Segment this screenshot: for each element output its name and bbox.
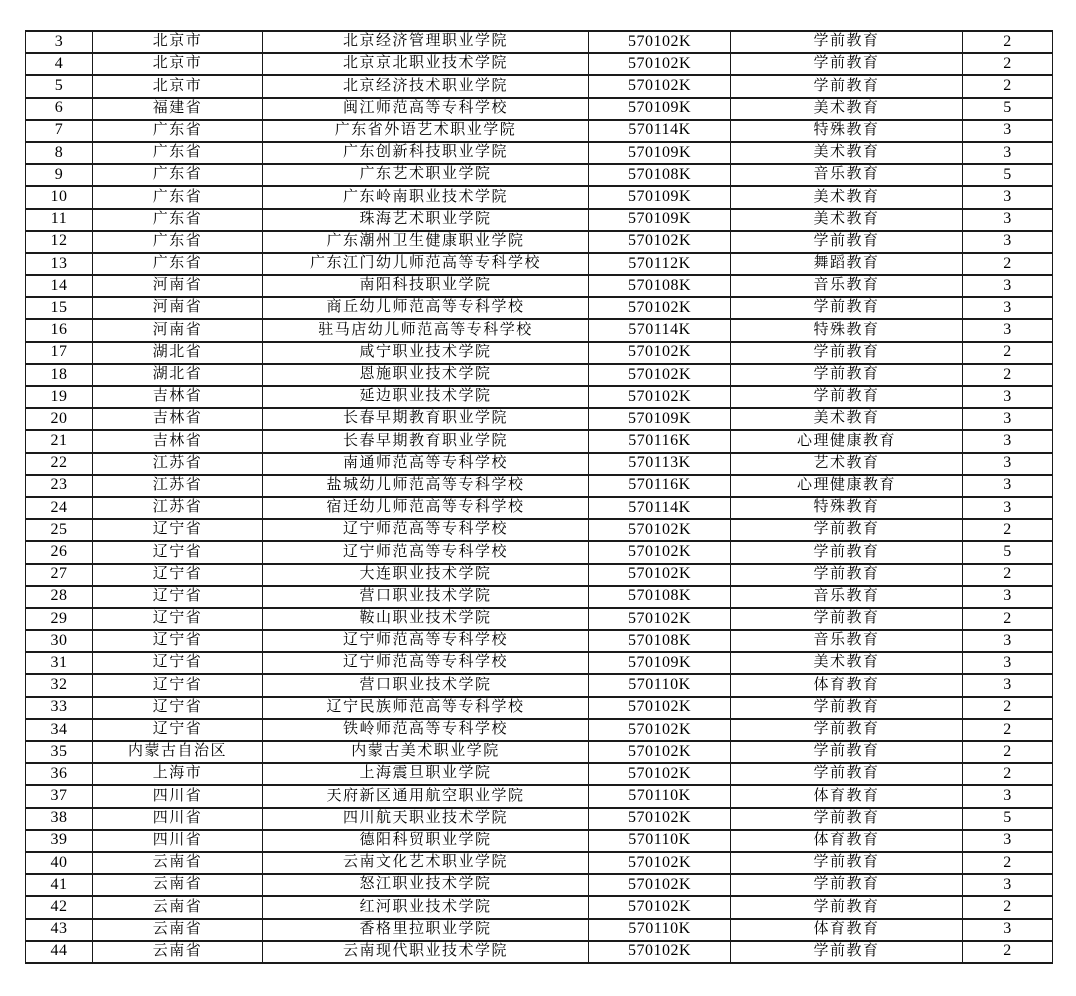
- table-row: [26, 630, 1053, 652]
- major-name-cell: 体育教育: [731, 785, 963, 807]
- table-row: [26, 297, 1053, 319]
- province-cell: 辽宁省: [93, 608, 263, 630]
- major-name-cell: 美术教育: [731, 98, 963, 120]
- row-number-cell: 35: [26, 741, 93, 763]
- major-code-cell: 570102K: [589, 564, 731, 586]
- school-name-cell: 广东创新科技职业学院: [263, 142, 589, 164]
- table-row: [26, 763, 1053, 785]
- table-row: [26, 497, 1053, 519]
- table-row: [26, 852, 1053, 874]
- row-number-cell: 6: [26, 98, 93, 120]
- major-name-cell: 音乐教育: [731, 586, 963, 608]
- row-number-cell: 12: [26, 231, 93, 253]
- major-name-cell: 体育教育: [731, 919, 963, 941]
- major-code-cell: 570102K: [589, 874, 731, 896]
- count-cell: 3: [963, 386, 1053, 408]
- table-row: [26, 941, 1053, 963]
- major-name-cell: 音乐教育: [731, 275, 963, 297]
- province-cell: 广东省: [93, 164, 263, 186]
- table-row: [26, 475, 1053, 497]
- major-name-cell: 学前教育: [731, 364, 963, 386]
- major-code-cell: 570102K: [589, 519, 731, 541]
- major-name-cell: 学前教育: [731, 719, 963, 741]
- school-name-cell: 广东潮州卫生健康职业学院: [263, 231, 589, 253]
- count-cell: 2: [963, 342, 1053, 364]
- count-cell: 3: [963, 919, 1053, 941]
- row-number-cell: 39: [26, 830, 93, 852]
- school-name-cell: 长春早期教育职业学院: [263, 430, 589, 452]
- school-name-cell: 四川航天职业技术学院: [263, 808, 589, 830]
- table-row: [26, 275, 1053, 297]
- major-name-cell: 音乐教育: [731, 630, 963, 652]
- row-number-cell: 31: [26, 652, 93, 674]
- school-name-cell: 营口职业技术学院: [263, 586, 589, 608]
- row-number-cell: 5: [26, 75, 93, 97]
- school-name-cell: 云南文化艺术职业学院: [263, 852, 589, 874]
- school-name-cell: 大连职业技术学院: [263, 564, 589, 586]
- table-row: [26, 186, 1053, 208]
- major-name-cell: 学前教育: [731, 697, 963, 719]
- province-cell: 江苏省: [93, 497, 263, 519]
- table-row: [26, 120, 1053, 142]
- count-cell: 3: [963, 586, 1053, 608]
- count-cell: 3: [963, 652, 1053, 674]
- major-name-cell: 学前教育: [731, 297, 963, 319]
- province-cell: 辽宁省: [93, 674, 263, 696]
- major-code-cell: 570110K: [589, 674, 731, 696]
- count-cell: 3: [963, 475, 1053, 497]
- major-name-cell: 学前教育: [731, 608, 963, 630]
- major-name-cell: 学前教育: [731, 541, 963, 563]
- major-code-cell: 570114K: [589, 319, 731, 341]
- major-code-cell: 570102K: [589, 808, 731, 830]
- school-name-cell: 广东江门幼儿师范高等专科学校: [263, 253, 589, 275]
- row-number-cell: 9: [26, 164, 93, 186]
- school-name-cell: 盐城幼儿师范高等专科学校: [263, 475, 589, 497]
- row-number-cell: 30: [26, 630, 93, 652]
- major-name-cell: 体育教育: [731, 674, 963, 696]
- table-row: [26, 142, 1053, 164]
- table-row: [26, 896, 1053, 918]
- major-code-cell: 570102K: [589, 342, 731, 364]
- row-number-cell: 34: [26, 719, 93, 741]
- table-row: [26, 674, 1053, 696]
- table-row: [26, 652, 1053, 674]
- major-code-cell: 570114K: [589, 120, 731, 142]
- major-name-cell: 学前教育: [731, 896, 963, 918]
- table-row: [26, 209, 1053, 231]
- table-row: [26, 874, 1053, 896]
- province-cell: 辽宁省: [93, 652, 263, 674]
- province-cell: 湖北省: [93, 364, 263, 386]
- row-number-cell: 10: [26, 186, 93, 208]
- major-code-cell: 570108K: [589, 275, 731, 297]
- major-name-cell: 美术教育: [731, 408, 963, 430]
- province-cell: 江苏省: [93, 453, 263, 475]
- count-cell: 3: [963, 674, 1053, 696]
- major-name-cell: 学前教育: [731, 75, 963, 97]
- major-name-cell: 学前教育: [731, 763, 963, 785]
- province-cell: 辽宁省: [93, 586, 263, 608]
- count-cell: 2: [963, 253, 1053, 275]
- major-code-cell: 570102K: [589, 741, 731, 763]
- row-number-cell: 7: [26, 120, 93, 142]
- school-name-cell: 红河职业技术学院: [263, 896, 589, 918]
- major-name-cell: 特殊教育: [731, 497, 963, 519]
- count-cell: 3: [963, 830, 1053, 852]
- row-number-cell: 32: [26, 674, 93, 696]
- school-name-cell: 辽宁师范高等专科学校: [263, 630, 589, 652]
- major-name-cell: 学前教育: [731, 741, 963, 763]
- province-cell: 云南省: [93, 941, 263, 963]
- major-code-cell: 570116K: [589, 475, 731, 497]
- table-row: [26, 808, 1053, 830]
- province-cell: 广东省: [93, 209, 263, 231]
- table-row: [26, 430, 1053, 452]
- school-name-cell: 云南现代职业技术学院: [263, 941, 589, 963]
- major-code-cell: 570110K: [589, 919, 731, 941]
- major-name-cell: 学前教育: [731, 519, 963, 541]
- major-name-cell: 特殊教育: [731, 120, 963, 142]
- school-name-cell: 南通师范高等专科学校: [263, 453, 589, 475]
- school-name-cell: 宿迁幼儿师范高等专科学校: [263, 497, 589, 519]
- row-number-cell: 40: [26, 852, 93, 874]
- province-cell: 福建省: [93, 98, 263, 120]
- province-cell: 广东省: [93, 186, 263, 208]
- major-name-cell: 艺术教育: [731, 453, 963, 475]
- school-name-cell: 铁岭师范高等专科学校: [263, 719, 589, 741]
- major-name-cell: 体育教育: [731, 830, 963, 852]
- row-number-cell: 8: [26, 142, 93, 164]
- count-cell: 2: [963, 564, 1053, 586]
- major-name-cell: 美术教育: [731, 209, 963, 231]
- province-cell: 云南省: [93, 919, 263, 941]
- province-cell: 辽宁省: [93, 697, 263, 719]
- row-number-cell: 28: [26, 586, 93, 608]
- count-cell: 2: [963, 75, 1053, 97]
- major-name-cell: 心理健康教育: [731, 475, 963, 497]
- major-name-cell: 学前教育: [731, 231, 963, 253]
- count-cell: 3: [963, 430, 1053, 452]
- count-cell: 3: [963, 408, 1053, 430]
- school-name-cell: 长春早期教育职业学院: [263, 408, 589, 430]
- table-row: [26, 586, 1053, 608]
- province-cell: 江苏省: [93, 475, 263, 497]
- count-cell: 5: [963, 98, 1053, 120]
- table-row: [26, 453, 1053, 475]
- row-number-cell: 17: [26, 342, 93, 364]
- province-cell: 四川省: [93, 785, 263, 807]
- count-cell: 3: [963, 297, 1053, 319]
- school-name-cell: 广东岭南职业技术学院: [263, 186, 589, 208]
- major-code-cell: 570112K: [589, 253, 731, 275]
- row-number-cell: 29: [26, 608, 93, 630]
- count-cell: 2: [963, 741, 1053, 763]
- province-cell: 吉林省: [93, 408, 263, 430]
- major-code-cell: 570102K: [589, 608, 731, 630]
- count-cell: 5: [963, 541, 1053, 563]
- table-row: [26, 386, 1053, 408]
- table-row: [26, 253, 1053, 275]
- row-number-cell: 16: [26, 319, 93, 341]
- major-name-cell: 学前教育: [731, 386, 963, 408]
- count-cell: 2: [963, 941, 1053, 963]
- major-name-cell: 学前教育: [731, 53, 963, 75]
- major-code-cell: 570102K: [589, 719, 731, 741]
- row-number-cell: 25: [26, 519, 93, 541]
- table-row: [26, 319, 1053, 341]
- major-name-cell: 音乐教育: [731, 164, 963, 186]
- province-cell: 河南省: [93, 319, 263, 341]
- province-cell: 北京市: [93, 53, 263, 75]
- major-name-cell: 学前教育: [731, 808, 963, 830]
- table-row: [26, 608, 1053, 630]
- province-cell: 四川省: [93, 830, 263, 852]
- table-row: [26, 719, 1053, 741]
- row-number-cell: 11: [26, 209, 93, 231]
- major-code-cell: 570102K: [589, 31, 731, 53]
- school-name-cell: 广东艺术职业学院: [263, 164, 589, 186]
- province-cell: 云南省: [93, 896, 263, 918]
- count-cell: 5: [963, 808, 1053, 830]
- school-name-cell: 辽宁师范高等专科学校: [263, 541, 589, 563]
- major-code-cell: 570109K: [589, 652, 731, 674]
- major-code-cell: 570108K: [589, 630, 731, 652]
- province-cell: 辽宁省: [93, 719, 263, 741]
- count-cell: 2: [963, 31, 1053, 53]
- major-code-cell: 570108K: [589, 586, 731, 608]
- row-number-cell: 19: [26, 386, 93, 408]
- row-number-cell: 26: [26, 541, 93, 563]
- school-name-cell: 天府新区通用航空职业学院: [263, 785, 589, 807]
- major-name-cell: 舞蹈教育: [731, 253, 963, 275]
- count-cell: 2: [963, 519, 1053, 541]
- major-code-cell: 570102K: [589, 852, 731, 874]
- school-name-cell: 北京经济管理职业学院: [263, 31, 589, 53]
- row-number-cell: 3: [26, 31, 93, 53]
- major-code-cell: 570109K: [589, 209, 731, 231]
- province-cell: 北京市: [93, 31, 263, 53]
- table-row: [26, 75, 1053, 97]
- row-number-cell: 21: [26, 430, 93, 452]
- table-row: [26, 564, 1053, 586]
- table-row: [26, 342, 1053, 364]
- province-cell: 广东省: [93, 253, 263, 275]
- table-row: [26, 98, 1053, 120]
- major-code-cell: 570102K: [589, 75, 731, 97]
- school-name-cell: 南阳科技职业学院: [263, 275, 589, 297]
- province-cell: 辽宁省: [93, 630, 263, 652]
- major-code-cell: 570108K: [589, 164, 731, 186]
- school-name-cell: 香格里拉职业学院: [263, 919, 589, 941]
- table-row: [26, 519, 1053, 541]
- major-name-cell: 学前教育: [731, 31, 963, 53]
- major-code-cell: 570109K: [589, 408, 731, 430]
- row-number-cell: 38: [26, 808, 93, 830]
- table-row: [26, 364, 1053, 386]
- count-cell: 3: [963, 453, 1053, 475]
- school-name-cell: 商丘幼儿师范高等专科学校: [263, 297, 589, 319]
- row-number-cell: 22: [26, 453, 93, 475]
- major-name-cell: 学前教育: [731, 342, 963, 364]
- province-cell: 云南省: [93, 852, 263, 874]
- major-name-cell: 心理健康教育: [731, 430, 963, 452]
- school-name-cell: 闽江师范高等专科学校: [263, 98, 589, 120]
- province-cell: 四川省: [93, 808, 263, 830]
- school-name-cell: 怒江职业技术学院: [263, 874, 589, 896]
- major-code-cell: 570102K: [589, 386, 731, 408]
- major-code-cell: 570102K: [589, 941, 731, 963]
- table-row: [26, 31, 1053, 53]
- count-cell: 2: [963, 719, 1053, 741]
- school-name-cell: 辽宁民族师范高等专科学校: [263, 697, 589, 719]
- row-number-cell: 24: [26, 497, 93, 519]
- table-row: [26, 697, 1053, 719]
- major-code-cell: 570109K: [589, 98, 731, 120]
- province-cell: 湖北省: [93, 342, 263, 364]
- province-cell: 内蒙古自治区: [93, 741, 263, 763]
- major-code-cell: 570109K: [589, 186, 731, 208]
- table-row: [26, 53, 1053, 75]
- table-row: [26, 830, 1053, 852]
- province-cell: 广东省: [93, 120, 263, 142]
- count-cell: 3: [963, 630, 1053, 652]
- row-number-cell: 36: [26, 763, 93, 785]
- major-name-cell: 美术教育: [731, 142, 963, 164]
- schools-majors-table: [25, 30, 1053, 964]
- school-name-cell: 延边职业技术学院: [263, 386, 589, 408]
- province-cell: 广东省: [93, 231, 263, 253]
- row-number-cell: 42: [26, 896, 93, 918]
- school-name-cell: 驻马店幼儿师范高等专科学校: [263, 319, 589, 341]
- count-cell: 3: [963, 120, 1053, 142]
- province-cell: 河南省: [93, 297, 263, 319]
- count-cell: 3: [963, 874, 1053, 896]
- major-name-cell: 特殊教育: [731, 319, 963, 341]
- count-cell: 3: [963, 231, 1053, 253]
- major-code-cell: 570102K: [589, 697, 731, 719]
- row-number-cell: 4: [26, 53, 93, 75]
- major-code-cell: 570102K: [589, 231, 731, 253]
- major-code-cell: 570116K: [589, 430, 731, 452]
- province-cell: 吉林省: [93, 430, 263, 452]
- major-name-cell: 学前教育: [731, 564, 963, 586]
- school-name-cell: 北京京北职业技术学院: [263, 53, 589, 75]
- row-number-cell: 37: [26, 785, 93, 807]
- major-code-cell: 570110K: [589, 785, 731, 807]
- table-row: [26, 408, 1053, 430]
- row-number-cell: 41: [26, 874, 93, 896]
- major-code-cell: 570110K: [589, 830, 731, 852]
- table-row: [26, 541, 1053, 563]
- province-cell: 广东省: [93, 142, 263, 164]
- major-code-cell: 570102K: [589, 541, 731, 563]
- school-name-cell: 辽宁师范高等专科学校: [263, 519, 589, 541]
- major-name-cell: 学前教育: [731, 874, 963, 896]
- school-name-cell: 辽宁师范高等专科学校: [263, 652, 589, 674]
- count-cell: 3: [963, 142, 1053, 164]
- major-name-cell: 学前教育: [731, 941, 963, 963]
- major-name-cell: 美术教育: [731, 652, 963, 674]
- count-cell: 2: [963, 697, 1053, 719]
- table-row: [26, 741, 1053, 763]
- province-cell: 上海市: [93, 763, 263, 785]
- province-cell: 吉林省: [93, 386, 263, 408]
- count-cell: 5: [963, 164, 1053, 186]
- province-cell: 辽宁省: [93, 519, 263, 541]
- school-name-cell: 珠海艺术职业学院: [263, 209, 589, 231]
- school-name-cell: 德阳科贸职业学院: [263, 830, 589, 852]
- row-number-cell: 43: [26, 919, 93, 941]
- count-cell: 2: [963, 53, 1053, 75]
- count-cell: 2: [963, 364, 1053, 386]
- count-cell: 2: [963, 608, 1053, 630]
- major-code-cell: 570102K: [589, 297, 731, 319]
- school-name-cell: 北京经济技术职业学院: [263, 75, 589, 97]
- table-row: [26, 919, 1053, 941]
- table-row: [26, 785, 1053, 807]
- major-name-cell: 学前教育: [731, 852, 963, 874]
- count-cell: 3: [963, 186, 1053, 208]
- row-number-cell: 33: [26, 697, 93, 719]
- school-name-cell: 上海震旦职业学院: [263, 763, 589, 785]
- count-cell: 2: [963, 896, 1053, 918]
- count-cell: 3: [963, 319, 1053, 341]
- major-code-cell: 570102K: [589, 364, 731, 386]
- row-number-cell: 44: [26, 941, 93, 963]
- row-number-cell: 13: [26, 253, 93, 275]
- row-number-cell: 20: [26, 408, 93, 430]
- province-cell: 河南省: [93, 275, 263, 297]
- major-code-cell: 570113K: [589, 453, 731, 475]
- count-cell: 3: [963, 785, 1053, 807]
- row-number-cell: 18: [26, 364, 93, 386]
- major-code-cell: 570109K: [589, 142, 731, 164]
- school-name-cell: 恩施职业技术学院: [263, 364, 589, 386]
- province-cell: 辽宁省: [93, 541, 263, 563]
- table-row: [26, 164, 1053, 186]
- province-cell: 云南省: [93, 874, 263, 896]
- school-name-cell: 营口职业技术学院: [263, 674, 589, 696]
- row-number-cell: 15: [26, 297, 93, 319]
- count-cell: 3: [963, 209, 1053, 231]
- school-name-cell: 内蒙古美术职业学院: [263, 741, 589, 763]
- count-cell: 2: [963, 852, 1053, 874]
- row-number-cell: 27: [26, 564, 93, 586]
- count-cell: 3: [963, 497, 1053, 519]
- major-code-cell: 570102K: [589, 763, 731, 785]
- table-row: [26, 231, 1053, 253]
- count-cell: 3: [963, 275, 1053, 297]
- row-number-cell: 23: [26, 475, 93, 497]
- school-name-cell: 咸宁职业技术学院: [263, 342, 589, 364]
- row-number-cell: 14: [26, 275, 93, 297]
- province-cell: 北京市: [93, 75, 263, 97]
- major-code-cell: 570102K: [589, 896, 731, 918]
- major-code-cell: 570114K: [589, 497, 731, 519]
- major-code-cell: 570102K: [589, 53, 731, 75]
- school-name-cell: 广东省外语艺术职业学院: [263, 120, 589, 142]
- count-cell: 2: [963, 763, 1053, 785]
- school-name-cell: 鞍山职业技术学院: [263, 608, 589, 630]
- province-cell: 辽宁省: [93, 564, 263, 586]
- major-name-cell: 美术教育: [731, 186, 963, 208]
